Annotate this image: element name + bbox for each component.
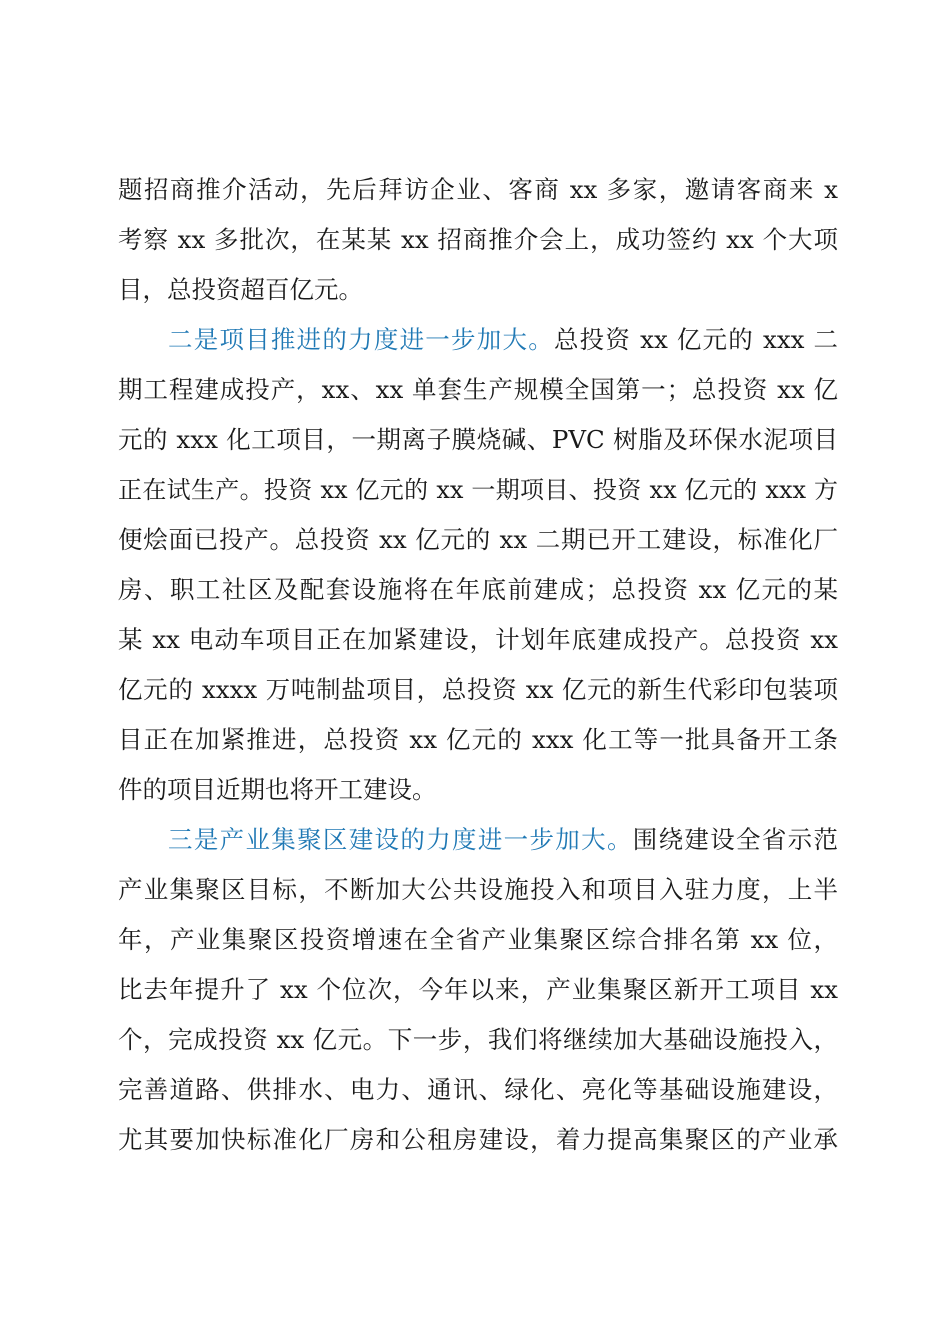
para3-heading: 三是产业集聚区建设的力度进一步加大。	[168, 825, 633, 854]
para3-line-1	[168, 820, 838, 860]
para2-line-3: 元的 xxx 化工项目，一期离子膜烧碱、PVC 树脂及环保水泥项目	[118, 425, 838, 454]
para1-line-3: 目，总投资超百亿元。	[118, 275, 363, 304]
para2-line-1	[168, 320, 838, 360]
para3-line-1-text: 围绕建设全省示范	[632, 825, 839, 854]
para3-line-4: 比去年提升了 xx 个位次，今年以来，产业集聚区新开工项目 xx	[118, 975, 838, 1004]
para2-heading: 二是项目推进的力度进一步加大。	[168, 325, 554, 354]
para2-line-6: 房、职工社区及配套设施将在年底前建成；总投资 xx 亿元的某	[118, 575, 838, 604]
para2-line-4: 正在试生产。投资 xx 亿元的 xx 一期项目、投资 xx 亿元的 xxx 方	[118, 476, 838, 504]
para2-line-1-text: 总投资 xx 亿元的 xxx 二	[553, 325, 838, 354]
para1-line-1: 题招商推介活动，先后拜访企业、客商 xx 多家，邀请客商来 x	[118, 175, 838, 204]
para2-line-10: 件的项目近期也将开工建设。	[118, 775, 437, 804]
para3-line-3: 年，产业集聚区投资增速在全省产业集聚区综合排名第 xx 位，	[118, 925, 838, 954]
para1-line-2: 考察 xx 多批次，在某某 xx 招商推介会上，成功签约 xx 个大项	[118, 225, 838, 254]
para3-line-2: 产业集聚区目标，不断加大公共设施投入和项目入驻力度，上半	[118, 875, 838, 904]
para2-line-5: 便烩面已投产。总投资 xx 亿元的 xx 二期已开工建设，标准化厂	[118, 525, 838, 554]
para3-line-6: 完善道路、供排水、电力、通讯、绿化、亮化等基础设施建设，	[118, 1075, 838, 1104]
para2-line-2: 期工程建成投产，xx、xx 单套生产规模全国第一；总投资 xx 亿	[118, 375, 838, 404]
para2-line-7: 某 xx 电动车项目正在加紧建设，计划年底建成投产。总投资 xx	[118, 625, 838, 654]
para3-line-7: 尤其要加快标准化厂房和公租房建设，着力提高集聚区的产业承	[118, 1125, 838, 1154]
para2-line-8: 亿元的 xxxx 万吨制盐项目，总投资 xx 亿元的新生代彩印包装项	[118, 675, 838, 704]
para2-line-9: 目正在加紧推进，总投资 xx 亿元的 xxx 化工等一批具备开工条	[118, 725, 838, 754]
para3-line-5: 个，完成投资 xx 亿元。下一步，我们将继续加大基础设施投入，	[118, 1025, 838, 1054]
